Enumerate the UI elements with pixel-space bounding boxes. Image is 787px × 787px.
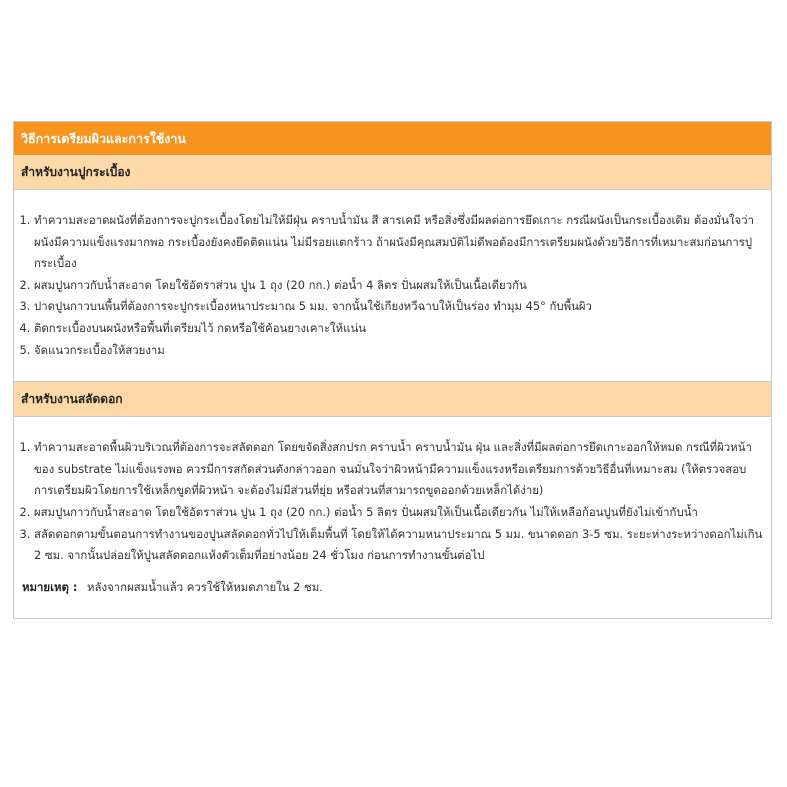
spatter-steps-list <box>22 437 763 567</box>
section-body-spatter <box>14 417 771 618</box>
section-heading-tiling: สำหรับงานปูกระเบื้อง <box>14 155 771 190</box>
note-label: หมายเหตุ : <box>22 579 78 594</box>
list-item: 1. ทำความสะอาดพื้นผิวบริเวณที่ต้องการจะสลัดดอก โดยขจัดสิ่งสกปรก คราบน้ำ คราบน้ำมัน ฝุ่น และสิ่งที่มีผลต่อการยึดเกาะออกให้หมด กรณีที่ผิวหน้าของ substrate ไม่แข็งแรงพอ ควรมีการสกัดส่วนดังกล่าวออก จนมั่นใจว่าผิวหน้ามีความแข็งแรงหรือเตรียมการด้วยวิธีอื่นที่เหมาะสม (ให้ตรวจสอบการเตรียมผิวโดยการใช้เหล็กขูดที่ผิวหน้า จะต้องไม่มีส่วนที่ยุ่ย หรือส่วนที่สามารถขูดออกด้วยเหล็กได้ง่าย) <box>34 437 763 502</box>
list-item: 5. จัดแนวกระเบื้องให้สวยงาม <box>34 340 763 362</box>
card-title: วิธีการเตรียมผิวและการใช้งาน <box>14 122 771 155</box>
section-heading-spatter: สำหรับงานสลัดดอก <box>14 381 771 417</box>
section-body-tiling <box>14 190 771 381</box>
list-item: 2. ผสมปูนกาวกับน้ำสะอาด โดยใช้อัตราส่วน ปูน 1 ถุง (20 กก.) ต่อน้ำ 5 ลิตร ปั่นผสมให้เป็นเนื้อเดียวกัน ไม่ให้เหลือก้อนปูนที่ยังไม่เข้ากับน้ำ <box>34 502 763 524</box>
list-item: 3. ปาดปูนกาวบนพื้นที่ต้องการจะปูกระเบื้องหนาประมาณ 5 มม. จากนั้นใช้เกียงหวีฉาบให้เป็นร่อง ทำมุม 45° กับพื้นผิว <box>34 296 763 318</box>
note <box>22 577 763 599</box>
list-item: 3. สลัดดอกตามขั้นตอนการทำงานของปูนสลัดดอกทั่วไปให้เต็มพื้นที่ โดยให้ได้ความหนาประมาณ 5 มม. ขนาดดอก 3-5 ซม. ระยะห่างระหว่างดอกไม่เกิน 2 ซม. จากนั้นปล่อยให้ปูนสลัดดอกแห้งตัวเต็มที่อย่างน้อย 24 ชั่วโมง ก่อนการทำงานขั้นต่อไป <box>34 524 763 567</box>
instructions-card <box>13 121 772 619</box>
list-item: 4. ติดกระเบื้องบนผนังหรือพื้นที่เตรียมไว้ กดหรือใช้ค้อนยางเคาะให้แน่น <box>34 318 763 340</box>
list-item: 1. ทำความสะอาดผนังที่ต้องการจะปูกระเบื้องโดยไม่ให้มีฝุ่น คราบน้ำมัน สี สารเคมี หรือสิ่งซึ่งมีผลต่อการยึดเกาะ กรณีผนังเป็นกระเบื้องเดิม ต้องมั่นใจว่าผนังมีความแข็งแรงมากพอ กระเบื้องยังคงยึดติดแน่น ไม่มีรอยแตกร้าว ถ้าผนังมีคุณสมบัติไม่ดีพอต้องมีการเตรียมผนังด้วยวิธีการที่เหมาะสมก่อนการปูกระเบื้อง <box>34 210 763 275</box>
list-item: 2. ผสมปูนกาวกับน้ำสะอาด โดยใช้อัตราส่วน ปูน 1 ถุง (20 กก.) ต่อน้ำ 4 ลิตร ปั่นผสมให้เป็นเนื้อเดียวกัน <box>34 275 763 297</box>
note-text: หลังจากผสมน้ำแล้ว ควรใช้ให้หมดภายใน 2 ชม. <box>87 579 323 594</box>
tiling-steps-list <box>22 210 763 361</box>
